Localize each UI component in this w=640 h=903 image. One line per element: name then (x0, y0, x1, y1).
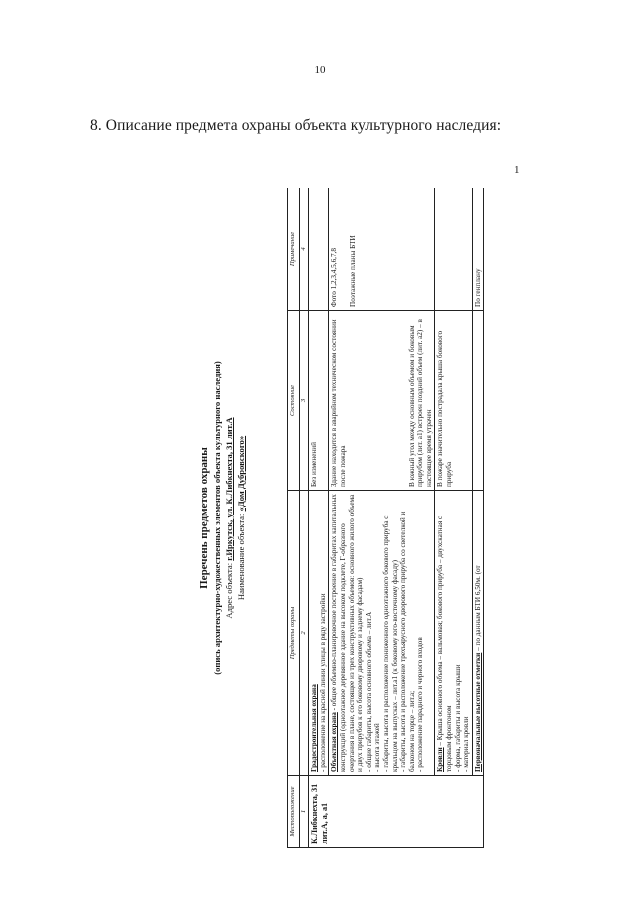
state-cell (472, 311, 484, 491)
page-number: 10 (314, 64, 326, 76)
row-title: Первоначальные высотные отметки (473, 652, 482, 772)
subject-cell (435, 491, 472, 776)
header-state: Состояние (288, 311, 300, 491)
rotated-table-block (195, 188, 502, 848)
note-text: Фото 1,2,3,4,5,6,7,8 (330, 248, 339, 307)
object-address (223, 188, 235, 848)
subject-line: - габариты, высота и расположение трехъярусного дворового прируба со светелкой и балконом на торце – лит.а; (399, 511, 416, 772)
subject-line: - расположение на красной линии улицы в ряду застройки (318, 593, 327, 772)
subject-line: - форма, габариты и высота крыши (453, 664, 462, 772)
rotated-content (195, 188, 502, 848)
section-heading: 8. Описание предмета охраны объекта культурного наследия: (90, 117, 502, 134)
col-number: 4 (299, 188, 309, 311)
address-label: Адрес объекта: (224, 562, 234, 619)
note-cell (309, 188, 329, 311)
subject-line: - высота этажей (373, 723, 382, 772)
col-number: 1 (299, 776, 309, 848)
subject-line: - материал кровли (462, 716, 471, 772)
col-number: 3 (299, 311, 309, 491)
object-name (235, 188, 247, 848)
table-titles (195, 188, 287, 848)
subject-cell (472, 491, 484, 776)
subject-line: - габариты, высота и расположение пониженного одноэтажного бокового прируба с крыльцом на выпусках – лит.а1 (к боковому юго-восточному фасаду) (381, 515, 399, 772)
name-label: Наименование объекта: (236, 513, 246, 601)
header-subject: Предметы охраны (288, 491, 300, 776)
state-text: Здание находится в аварийном техническом состоянии после пожара (330, 319, 347, 487)
row-title: Кровли (436, 747, 445, 772)
state-cell (329, 311, 435, 491)
table-row (309, 188, 329, 848)
row-intro: - общее объемно-планировочное построение в габаритах капитальных конструкций (одноэтажное деревянное здание на высоком подклете, Г-образного очертания в плане, состоящее из трех конструктивных объемов: основного жилого объема и двух прирубов к его боковому дворовому и заднему фасадам) (330, 494, 365, 772)
table-row (329, 188, 435, 848)
state-text: В южный угол между основным объемом и боковым прирубом (лит. а1) встроен поздний объем (лит. а2) – в настоящее время утрачен (407, 319, 433, 487)
row-title: Градостроительная охрана (310, 684, 319, 772)
name-value: «Дом Дубровского» (236, 435, 246, 512)
subject-cell (309, 491, 329, 776)
protection-table (287, 188, 484, 848)
list-subtitle: (опись архитектурно-художественных элементов объекта культурного наследия) (212, 361, 222, 675)
state-cell: В пожаре значительно пострадала крыша бокового прируба (435, 311, 472, 491)
row-intro: – Крыша основного объема – вальмовая; бокового прируба – двухскатная с торцовым фронтоном (436, 515, 453, 772)
state-cell: Без изменений (309, 311, 329, 491)
table-row (472, 188, 484, 848)
margin-mark: 1 (514, 164, 520, 176)
subject-line: - общие габариты, высота основного объема – лит.А (364, 611, 373, 772)
note-cell: По генплану (472, 188, 484, 311)
note-cell (329, 188, 435, 311)
table-number-row (299, 188, 309, 848)
row-intro: – по данным БТИ 6,50м. (от (473, 565, 482, 653)
subject-line: - расположение парадного и черного входов (416, 637, 425, 772)
note-text: Поэтажные планы БТИ (348, 235, 357, 307)
table-header-row (288, 188, 300, 848)
location-cell: К.Либкнехта, 31 лит.А, а, а1 (309, 776, 484, 848)
subject-cell (329, 491, 435, 776)
note-cell (435, 188, 472, 311)
list-title: Перечень предметов охраны (198, 447, 210, 589)
header-note: Примечание (288, 188, 300, 311)
address-value: г.Иркутск, ул. К.Либкнехта, 31 лит.А (224, 417, 234, 561)
row-title: Объектная охрана (330, 712, 339, 772)
table-row (435, 188, 472, 848)
col-number: 2 (299, 491, 309, 776)
header-location: Местоположение (288, 776, 300, 848)
